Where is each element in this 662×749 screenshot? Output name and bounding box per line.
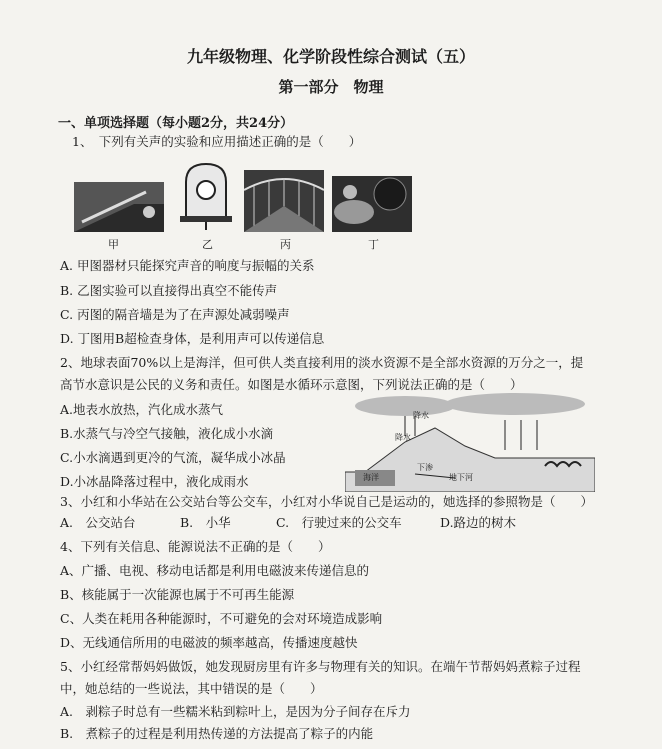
figure-bing-sound-barrier [244,170,324,232]
q5-option-b: B. 煮粽子的过程是利用热传递的方法提高了粽子的内能 [60,726,374,741]
figure-label-jia: 甲 [108,238,119,251]
q2-option-a: A.地表水放热，汽化成水蒸气 [60,402,224,417]
figure-jia-ruler-on-table [74,182,164,232]
q3-option-b: B. 小华 [180,515,231,530]
q4-stem: 4、下列有关信息、能源说法不正确的是（ ） [60,539,331,554]
section-part-title: 第一部分 物理 [278,78,384,96]
diagram-label-ocean: 海洋 [363,473,379,482]
q2-stem-line2: 高节水意识是公民的义务和责任。如图是水循环示意图，下列说法正确的是（ ） [60,377,523,392]
figure-yi-bell-jar [178,160,234,230]
q5-stem-line2: 中，她总结的一些说法，其中错误的是（ ） [60,681,323,696]
q4-option-a: A、广播、电视、移动电话都是利用电磁波来传递信息的 [60,563,370,578]
q4-option-b: B、核能属于一次能源也属于不可再生能源 [60,587,295,602]
q2-option-c: C.小水滴遇到更冷的气流，凝华成小冰晶 [60,450,286,465]
q5-stem-line1: 5、小红经常帮妈妈做饭，她发现厨房里有许多与物理有关的知识。在端午节帮妈妈煮粽子过程 [60,659,581,674]
water-cycle-diagram [345,392,595,492]
section-heading: 一、单项选择题（每小题2分，共24分） [58,116,294,131]
q1-option-c: C. 丙图的隔音墙是为了在声源处减弱噪声 [60,307,290,322]
q1-option-d: D. 丁图用B超检查身体，是利用声可以传递信息 [60,331,325,346]
diagram-label-infiltration: 下渗 [417,463,433,472]
q1-option-a: A. 甲图器材只能探究声音的响度与振幅的关系 [60,258,315,273]
figure-label-bing: 丙 [280,238,291,251]
q1-figures [74,160,414,250]
exam-title: 九年级物理、化学阶段性综合测试（五） [186,47,475,66]
figure-label-ding: 丁 [368,238,379,251]
q1-option-b: B. 乙图实验可以直接得出真空不能传声 [60,283,278,298]
diagram-label-precipitation-ocean: 降水 [413,411,429,420]
q3-option-d: D.路边的树木 [440,515,517,530]
diagram-label-precipitation-land: 降水 [395,433,411,442]
q3-option-a: A. 公交站台 [60,515,136,530]
q3-option-c: C. 行驶过来的公交车 [276,515,402,530]
q4-option-d: D、无线通信所用的电磁波的频率越高，传播速度越快 [60,635,358,650]
q1-stem: 1、 下列有关声的实验和应用描述正确的是（ ） [72,134,362,149]
figure-label-yi: 乙 [202,238,213,251]
q4-option-c: C、人类在耗用各种能源时，不可避免的会对环境造成影响 [60,611,383,626]
q2-option-b: B.水蒸气与冷空气接触，液化成小水滴 [60,426,274,441]
figure-ding-ultrasound [332,176,412,232]
diagram-label-underground-river: 地下河 [449,473,473,482]
q2-stem-line1: 2、地球表面70%以上是海洋，但可供人类直接利用的淡水资源不是全部水资源的万分之一，提 [60,355,584,370]
q5-option-a: A. 剥粽子时总有一些糯米粘到粽叶上，是因为分子间存在斥力 [60,704,411,719]
q3-stem: 3、小红和小华站在公交站台等公交车，小红对小华说自己是运动的，她选择的参照物是（ ） [60,494,593,509]
q2-option-d: D.小冰晶降落过程中，液化成雨水 [60,474,249,489]
